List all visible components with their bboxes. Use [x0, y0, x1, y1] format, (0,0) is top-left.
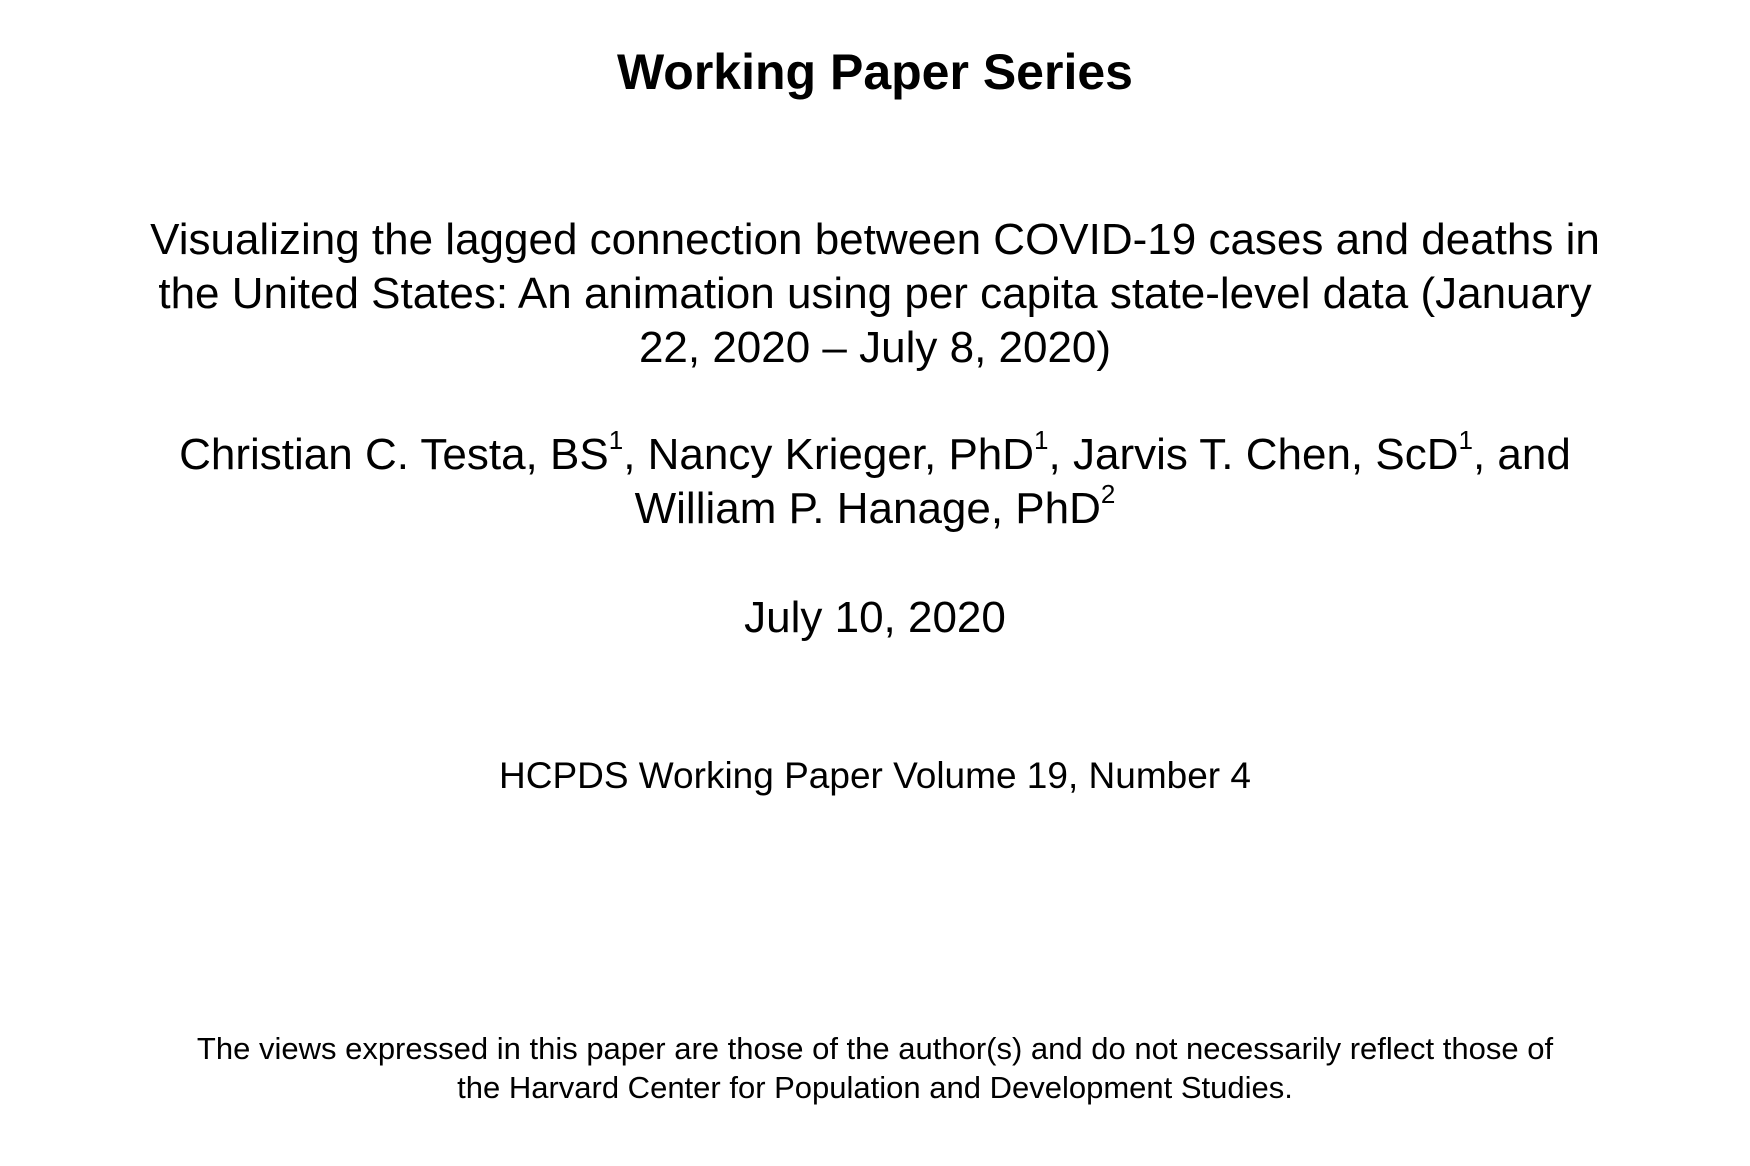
- series-heading: Working Paper Series: [617, 44, 1133, 100]
- volume-info: HCPDS Working Paper Volume 19, Number 4: [499, 755, 1251, 796]
- author-separator: ,: [1048, 430, 1073, 479]
- author-line: [0, 479, 1750, 536]
- author-line: [0, 425, 1750, 482]
- author-name: Jarvis T. Chen, ScD: [1072, 430, 1459, 479]
- disclaimer-line: The views expressed in this paper are those of the author(s) and do not necessarily reflect those of: [196, 1031, 1554, 1066]
- author-affiliation: 2: [1100, 479, 1116, 510]
- title-line: Visualizing the lagged connection between COVID-19 cases and deaths in: [150, 215, 1600, 264]
- author-affiliation: 1: [1458, 425, 1473, 456]
- author-list: [0, 425, 1750, 536]
- disclaimer-line: the Harvard Center for Population and Development Studies.: [457, 1070, 1293, 1105]
- paper-title: [0, 213, 1750, 375]
- disclaimer: [0, 1029, 1750, 1107]
- author-separator: ,: [623, 430, 648, 479]
- author-name: William P. Hanage, PhD: [634, 484, 1101, 533]
- publication-date: July 10, 2020: [744, 593, 1006, 642]
- author-affiliation: 1: [608, 425, 624, 456]
- author-separator: , and: [1472, 430, 1571, 479]
- author-affiliation: 1: [1034, 425, 1049, 456]
- title-line: the United States: An animation using per capita state-level data (January: [158, 269, 1592, 318]
- author-name: Christian C. Testa, BS: [179, 430, 609, 479]
- title-line: 22, 2020 – July 8, 2020): [638, 323, 1112, 372]
- author-name: Nancy Krieger, PhD: [647, 430, 1035, 479]
